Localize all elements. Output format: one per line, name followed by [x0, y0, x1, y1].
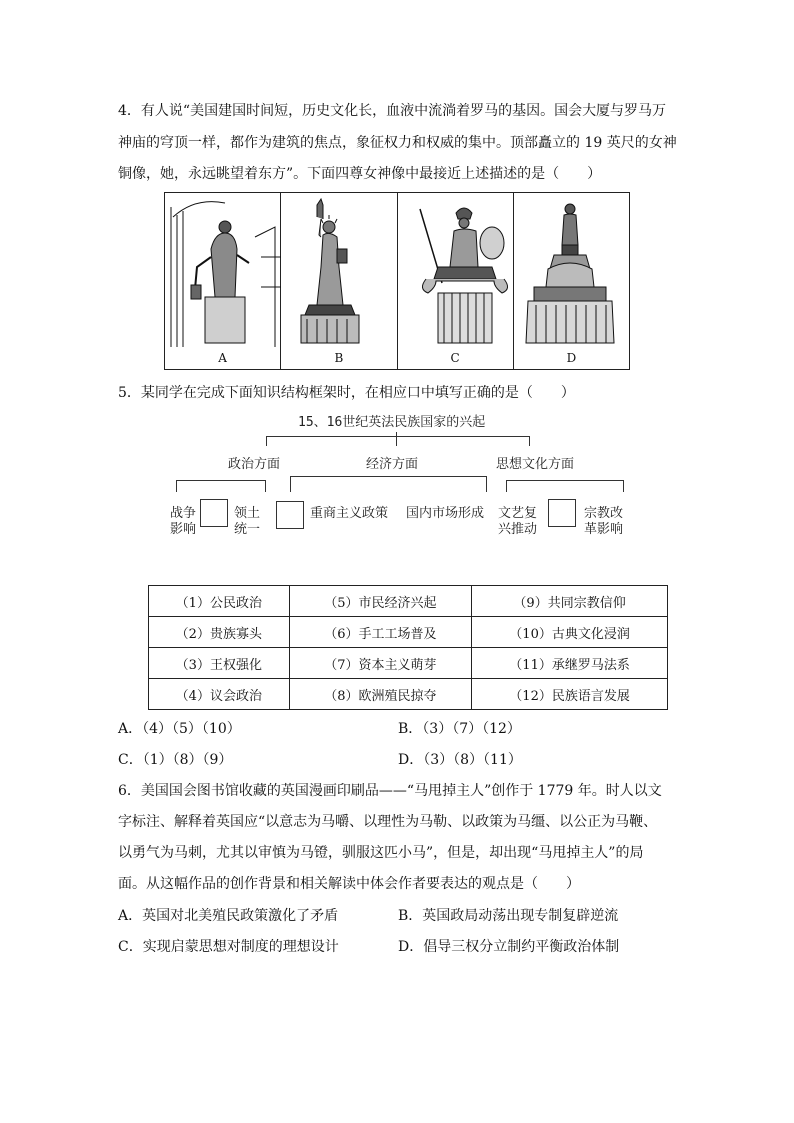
q4-stem-line-3: 铜像，她，永远眺望着东方”。下面四尊女神像中最接近上述描述的是（ ） [118, 166, 602, 182]
framework-connector [396, 432, 397, 446]
q6-stem-line-2: 字标注、解释着英国应“以意志为马嚼、以理性为马勒、以政策为马缰、以公正为马鞭、 [118, 814, 658, 830]
q6-option-c[interactable]: C．实现启蒙思想对制度的理想设计 [118, 939, 339, 955]
politics-left-1: 战争 [170, 506, 197, 521]
table-cell: （4）议会政治 [149, 679, 290, 710]
politics-right-2: 统一 [234, 522, 261, 537]
statue-athena-column-icon [398, 197, 530, 347]
framework-connector [529, 436, 530, 446]
framework-connector [266, 436, 267, 446]
statue-justice-icon [165, 197, 283, 347]
table-row [149, 617, 668, 648]
statue-option-b [281, 193, 397, 369]
framework-connector [176, 480, 266, 481]
table-row [149, 586, 668, 617]
statue-option-c [398, 193, 514, 369]
table-cell: （3）王权强化 [149, 648, 290, 679]
culture-left-2: 兴推动 [498, 522, 538, 537]
politics-right-1: 领土 [234, 506, 261, 521]
q5-option-a[interactable]: A．（4）（5）（10） [118, 721, 241, 737]
branch-culture: 思想文化方面 [496, 457, 575, 472]
economy-item-2: 国内市场形成 [406, 506, 485, 521]
q5-option-d[interactable]: D．（3）（8）（11） [398, 752, 522, 768]
statue-freedom-dome-icon [514, 197, 628, 347]
framework-connector [623, 480, 624, 492]
framework-connector [290, 476, 291, 492]
q6-option-b[interactable]: B．英国政局动荡出现专制复辟逆流 [398, 908, 619, 924]
politics-answer-box [200, 499, 228, 527]
q4-stem-line-2: 神庙的穹顶一样，都作为建筑的焦点，象征权力和权威的集中。顶部矗立的 19 英尺的女神 [118, 135, 677, 151]
q5-option-b[interactable]: B．（3）（7）（12） [398, 721, 521, 737]
economy-item-1: 重商主义政策 [310, 506, 389, 521]
table-cell: （11）承继罗马法系 [472, 648, 668, 679]
politics-left-2: 影响 [170, 522, 197, 537]
table-cell: （6）手工工场普及 [289, 617, 472, 648]
framework-connector [506, 480, 507, 492]
q5-option-c[interactable]: C．（1）（8）（9） [118, 752, 233, 768]
culture-answer-box [548, 499, 576, 527]
table-cell: （1）公民政治 [149, 586, 290, 617]
statue-label-c: C [450, 351, 460, 365]
q6-stem-line-4: 面。从这幅作品的创作背景和相关解读中体会作者要表达的观点是（ ） [118, 876, 580, 892]
framework-connector [266, 436, 530, 437]
q5-stem: 5．某同学在完成下面知识结构框架时，在相应口中填写正确的是（ ） [118, 385, 575, 401]
table-cell: （5）市民经济兴起 [289, 586, 472, 617]
statue-option-a [165, 193, 281, 369]
q4-stem-line-1: 4．有人说“美国建国时间短，历史文化长，血液中流淌着罗马的基因。国会大厦与罗马万 [118, 103, 667, 119]
culture-left-1: 文艺复 [498, 506, 538, 521]
table-row [149, 679, 668, 710]
framework-connector [265, 480, 266, 492]
q6-option-d[interactable]: D．倡导三权分立制约平衡政治体制 [398, 939, 620, 955]
table-cell: （12）民族语言发展 [472, 679, 668, 710]
q6-stem-line-1: 6．美国国会图书馆收藏的英国漫画印刷品——“马甩掉主人”创作于 1779 年。时人以文 [118, 783, 662, 799]
branch-politics: 政治方面 [228, 457, 281, 472]
statue-liberty-icon [281, 197, 379, 347]
table-row [149, 648, 668, 679]
statue-label-a: A [218, 351, 227, 365]
statue-label-b: B [334, 351, 344, 365]
table-cell: （9）共同宗教信仰 [472, 586, 668, 617]
framework-connector [176, 480, 177, 492]
table-cell: （2）贵族寡头 [149, 617, 290, 648]
branch-economy: 经济方面 [366, 457, 419, 472]
q6-option-a[interactable]: A．英国对北美殖民政策激化了矛盾 [118, 908, 339, 924]
framework-title: 15、16世纪英法民族国家的兴起 [298, 415, 486, 430]
culture-right-2: 革影响 [584, 522, 624, 537]
table-cell: （7）资本主义萌芽 [289, 648, 472, 679]
framework-connector [290, 476, 486, 477]
table-cell: （10）古典文化浸润 [472, 617, 668, 648]
culture-right-1: 宗教改 [584, 506, 624, 521]
q5-options-table [148, 585, 668, 710]
statue-label-d: D [566, 351, 577, 365]
q6-stem-line-3: 以勇气为马刺，尤其以审慎为马镫，驯服这匹小马”，但是，却出现“马甩掉主人”的局 [118, 845, 644, 861]
table-cell: （8）欧洲殖民掠夺 [289, 679, 472, 710]
q4-statue-images [164, 192, 630, 370]
economy-answer-box [276, 501, 304, 529]
statue-option-d [514, 193, 629, 369]
framework-connector [486, 476, 487, 492]
framework-connector [506, 480, 624, 481]
